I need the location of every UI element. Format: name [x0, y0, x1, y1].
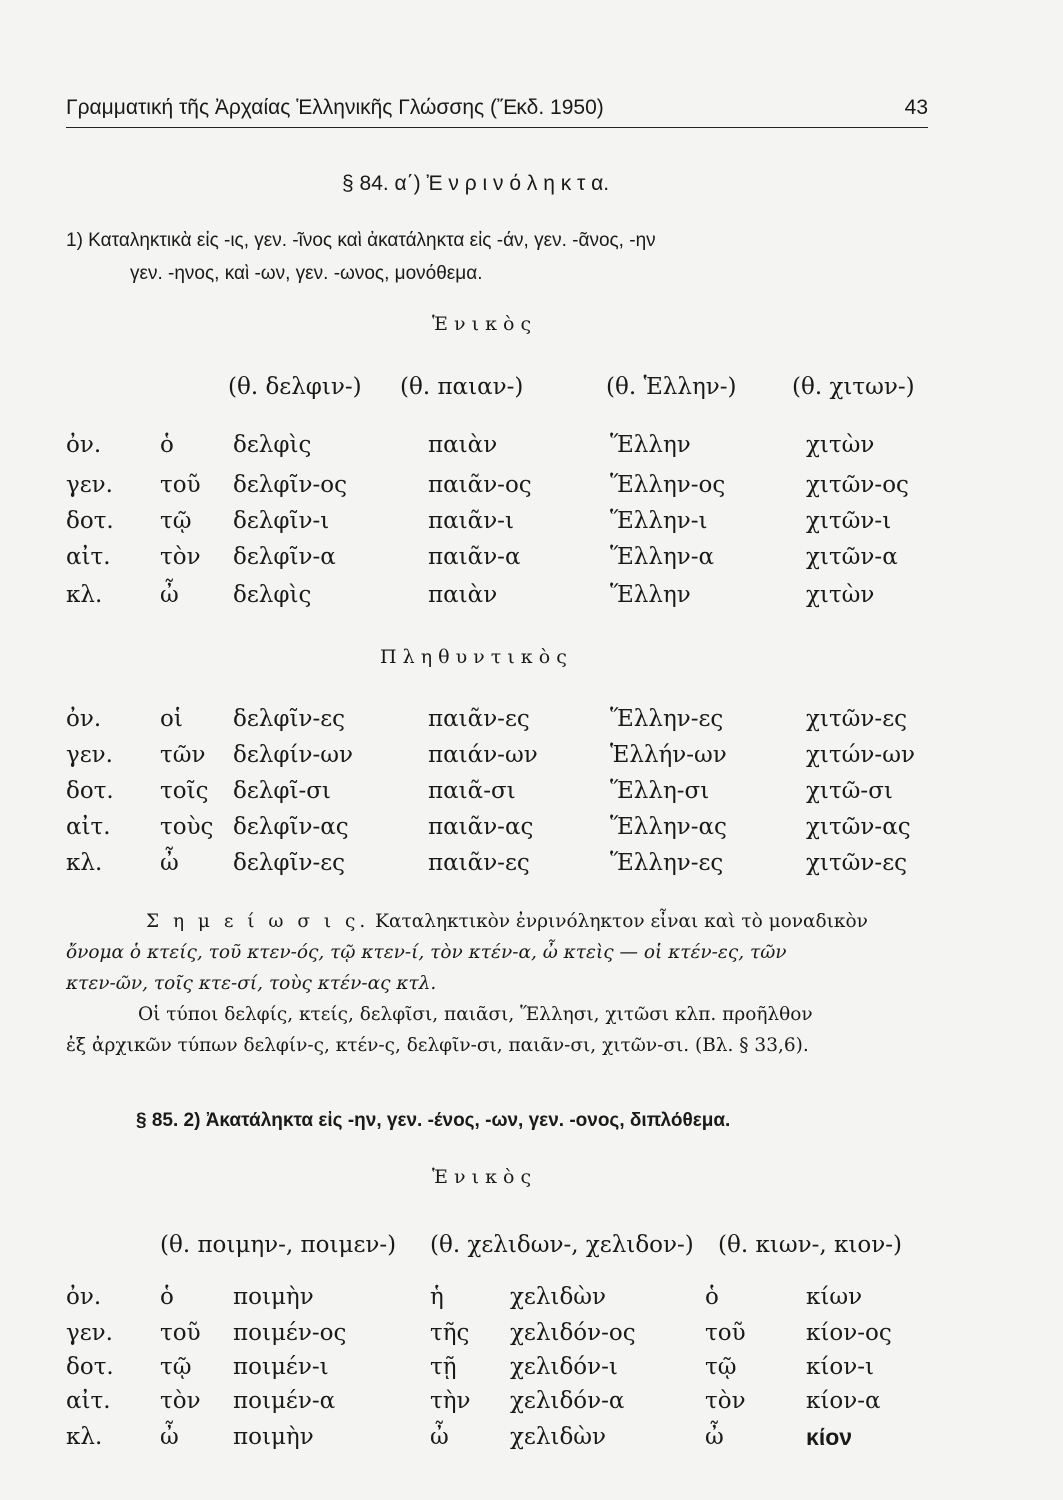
- article: ὦ: [430, 1424, 449, 1450]
- plural-label: Π λ η θ υ ν τ ι κ ὸ ς: [380, 646, 567, 668]
- table-row: [0, 432, 1063, 468]
- form-chiton: χιτῶν-ες: [806, 706, 907, 732]
- case-label: ὀν.: [66, 706, 102, 732]
- case-label: ὀν.: [66, 1284, 102, 1310]
- article: ὦ: [160, 1424, 179, 1450]
- case-label: αἰτ.: [66, 814, 111, 840]
- form-paian: παιὰν: [428, 432, 498, 458]
- form-paian: παιᾶν-ας: [428, 814, 534, 840]
- stem-row: [0, 374, 1063, 410]
- case-label: δοτ.: [66, 1354, 114, 1380]
- article: τὴν: [430, 1388, 471, 1414]
- article: τῇ: [430, 1354, 457, 1380]
- form-delphin: δελφῖν-ι: [233, 508, 330, 534]
- form-delphin: δελφὶς: [233, 432, 312, 458]
- form-delphin: δελφῖ-σι: [233, 778, 331, 804]
- section-84-heading: § 84. α΄) Ἐ ν ρ ι ν ό λ η κ τ α.: [342, 172, 610, 195]
- form-kion: κίων: [806, 1284, 863, 1310]
- table-row: [0, 472, 1063, 508]
- form-paian: παιᾶ-σι: [428, 778, 516, 804]
- form-hellen: Ἕλλην-ες: [610, 706, 724, 732]
- note-line: [66, 906, 928, 937]
- article: ὁ: [705, 1284, 719, 1310]
- case-label: αἰτ.: [66, 544, 111, 570]
- article: ὦ: [160, 582, 179, 608]
- article: τοῖς: [160, 778, 209, 804]
- article: ὦ: [160, 850, 179, 876]
- form-chiton: χιτῶ-σι: [806, 778, 893, 804]
- form-hellen: Ἕλλην-ες: [610, 850, 724, 876]
- form-delphin: δελφῖν-ος: [233, 472, 347, 498]
- table-row: [0, 850, 1063, 886]
- article: τοῦ: [160, 1320, 201, 1346]
- form-delphin: δελφῖν-ας: [233, 814, 349, 840]
- singular-label: Ἑ ν ι κ ὸ ς: [432, 313, 532, 335]
- form-paian: παιάν-ων: [428, 742, 538, 768]
- article: τῷ: [160, 1354, 192, 1380]
- table-row: [0, 1284, 1063, 1320]
- page-number: 43: [904, 96, 928, 119]
- form-delphin: δελφῖν-ες: [233, 706, 346, 732]
- article: ὁ: [160, 1284, 174, 1310]
- form-hellen: Ἕλλην: [610, 432, 691, 458]
- note-line: ὄνομα ὁ κτείς, τοῦ κτεν-ός, τῷ κτεν-ί, τὸν κτέν-α, ὦ κτεὶς — οἱ κτέν-ες, τῶν: [66, 942, 787, 963]
- form-delphin: δελφῖν-ες: [233, 850, 346, 876]
- case-label: κλ.: [66, 1424, 103, 1450]
- note-line: Οἱ τύποι δελφίς, κτείς, δελφῖσι, παιᾶσι, Ἕλλησι, χιτῶσι κλπ. προῆλθον: [138, 1004, 813, 1025]
- table-row: [0, 1424, 1063, 1460]
- article: τῆς: [430, 1320, 470, 1346]
- note-block: [66, 906, 928, 1061]
- stem-hellen: (θ. Ἑλλην-): [606, 374, 737, 400]
- note-label: Σ η μ ε ί ω σ ι ς.: [146, 911, 370, 932]
- form-hellen: Ἕλλην-ι: [610, 508, 708, 534]
- table-row: [0, 1388, 1063, 1424]
- form-hellen: Ἑλλήν-ων: [610, 742, 727, 768]
- form-chiton: χιτῶν-ι: [806, 508, 892, 534]
- form-delphin: δελφῖν-α: [233, 544, 336, 570]
- form-paian: παιᾶν-ες: [428, 706, 530, 732]
- form-chelidon: χελιδόν-ος: [510, 1320, 636, 1346]
- section-84-rule-line-2: γεν. -ηνος, καὶ -ων, γεν. -ωνος, μονόθεμα.: [130, 263, 483, 284]
- form-kion: κίον: [806, 1424, 853, 1450]
- table-row: [0, 1320, 1063, 1356]
- table-row: [0, 778, 1063, 814]
- article: τὸν: [160, 544, 201, 570]
- form-hellen: Ἕλλην-α: [610, 544, 715, 570]
- table-row: [0, 814, 1063, 850]
- article: τοῦ: [160, 472, 201, 498]
- form-poimen: ποιμέν-ος: [233, 1320, 347, 1346]
- form-chelidon: χελιδὼν: [510, 1424, 607, 1450]
- form-hellen: Ἕλλην-ας: [610, 814, 727, 840]
- article: ἡ: [430, 1284, 444, 1310]
- article: τῷ: [705, 1354, 737, 1380]
- form-chiton: χιτὼν: [806, 582, 875, 608]
- stem-chelidon: (θ. χελιδων-, χελιδον-): [430, 1232, 694, 1258]
- article: τὸν: [705, 1388, 746, 1414]
- form-chiton: χιτῶν-α: [806, 544, 898, 570]
- table-row: [0, 1354, 1063, 1390]
- article: τὸν: [160, 1388, 201, 1414]
- article: οἱ: [160, 706, 183, 732]
- case-label: αἰτ.: [66, 1388, 111, 1414]
- form-kion: κίον-α: [806, 1388, 881, 1414]
- article: ὁ: [160, 432, 174, 458]
- article: τοῦ: [705, 1320, 746, 1346]
- form-chiton: χιτών-ων: [806, 742, 915, 768]
- case-label: κλ.: [66, 582, 103, 608]
- article: τοὺς: [160, 814, 214, 840]
- form-chelidon: χελιδὼν: [510, 1284, 607, 1310]
- form-paian: παιᾶν-ες: [428, 850, 530, 876]
- table-row: [0, 544, 1063, 580]
- case-label: γεν.: [66, 742, 113, 768]
- form-poimen: ποιμὴν: [233, 1424, 314, 1450]
- case-label: δοτ.: [66, 508, 114, 534]
- case-label: ὀν.: [66, 432, 102, 458]
- form-paian: παιὰν: [428, 582, 498, 608]
- section-85-heading: § 85. 2) Ἀκατάληκτα εἰς -ην, γεν. -ένος, -ων, γεν. -ονος, διπλόθεμα.: [136, 1110, 731, 1131]
- form-chiton: χιτὼν: [806, 432, 875, 458]
- case-label: κλ.: [66, 850, 103, 876]
- form-chelidon: χελιδόν-ι: [510, 1354, 618, 1380]
- stem-paian: (θ. παιαν-): [400, 374, 524, 400]
- header-rule: [66, 127, 928, 128]
- stem-poimen: (θ. ποιμην-, ποιμεν-): [160, 1232, 397, 1258]
- form-chiton: χιτῶν-ας: [806, 814, 911, 840]
- section-84-rule-line-1: 1) Καταληκτικὰ εἰς -ις, γεν. -ῖνος καὶ ἀκατάληκτα εἰς -άν, γεν. -ᾶνος, -ην: [66, 230, 656, 251]
- case-label: δοτ.: [66, 778, 114, 804]
- case-label: γεν.: [66, 1320, 113, 1346]
- running-header: [66, 96, 928, 120]
- form-kion: κίον-ι: [806, 1354, 875, 1380]
- form-chelidon: χελιδόν-α: [510, 1388, 625, 1414]
- article: τῷ: [160, 508, 192, 534]
- stem-delphin: (θ. δελφιν-): [228, 374, 362, 400]
- form-paian: παιᾶν-α: [428, 544, 521, 570]
- form-poimen: ποιμέν-α: [233, 1388, 336, 1414]
- form-paian: παιᾶν-ος: [428, 472, 532, 498]
- form-delphin: δελφὶς: [233, 582, 312, 608]
- form-delphin: δελφίν-ων: [233, 742, 353, 768]
- form-hellen: Ἕλλη-σι: [610, 778, 710, 804]
- table-row: [0, 706, 1063, 742]
- form-poimen: ποιμέν-ι: [233, 1354, 329, 1380]
- table-row: [0, 582, 1063, 618]
- table-row: [0, 742, 1063, 778]
- form-poimen: ποιμὴν: [233, 1284, 314, 1310]
- form-hellen: Ἕλλην-ος: [610, 472, 726, 498]
- form-kion: κίον-ος: [806, 1320, 892, 1346]
- stem-row: [0, 1232, 1063, 1268]
- case-label: γεν.: [66, 472, 113, 498]
- singular-label: Ἑ ν ι κ ὸ ς: [432, 1166, 532, 1188]
- form-paian: παιᾶν-ι: [428, 508, 514, 534]
- stem-chiton: (θ. χιτων-): [792, 374, 915, 400]
- article: τῶν: [160, 742, 206, 768]
- header-title: Γραμματική τῆς Ἀρχαίας Ἑλληνικῆς Γλώσσης (Ἔκδ. 1950): [66, 96, 604, 119]
- form-chiton: χιτῶν-ος: [806, 472, 909, 498]
- form-chiton: χιτῶν-ες: [806, 850, 907, 876]
- table-row: [0, 508, 1063, 544]
- stem-kion: (θ. κιων-, κιον-): [718, 1232, 902, 1258]
- article: ὦ: [705, 1424, 724, 1450]
- note-line: κτεν-ῶν, τοῖς κτε-σί, τοὺς κτέν-ας κτλ.: [66, 973, 437, 994]
- form-hellen: Ἕλλην: [610, 582, 691, 608]
- note-line: ἐξ ἀρχικῶν τύπων δελφίν-ς, κτέν-ς, δελφῖν-σι, παιᾶν-σι, χιτῶν-σι. (Βλ. § 33,6).: [66, 1035, 809, 1056]
- note-text: Καταληκτικὸν ἐνρινόληκτον εἶναι καὶ τὸ μοναδικὸν: [375, 911, 868, 932]
